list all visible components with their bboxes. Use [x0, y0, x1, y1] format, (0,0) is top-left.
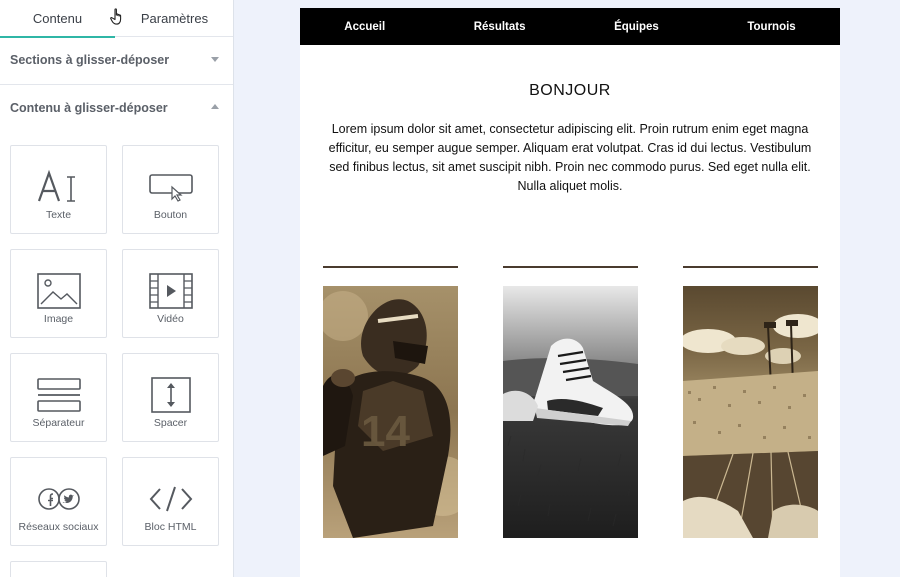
email-canvas: [300, 8, 840, 577]
block-button[interactable]: [122, 145, 219, 234]
section-label: Sections à glisser-déposer: [10, 53, 170, 67]
video-icon: [123, 272, 218, 310]
tab-contenu[interactable]: Contenu: [0, 0, 115, 37]
divider-icon: [11, 376, 106, 414]
column-rule: [683, 266, 818, 268]
block-label: Spacer: [153, 417, 188, 429]
image-column-2: [503, 266, 638, 538]
email-greeting: BONJOUR: [529, 82, 611, 99]
football-cleat-photo[interactable]: [503, 286, 638, 538]
block-spacer[interactable]: [122, 353, 219, 442]
column-rule: [323, 266, 458, 268]
block-video[interactable]: [122, 249, 219, 338]
block-label: Texte: [45, 209, 72, 221]
nav-link-resultats[interactable]: Résultats: [473, 20, 526, 33]
block-social[interactable]: [10, 457, 107, 546]
email-body-text: Lorem ipsum dolor sit amet, consectetur adipiscing elit. Proin rutrum enim eget magna efficitur, eu semper augue semper. Aliquam erat volutpat. Cras id dui lectus. Vestibulum sed finibus lectus, sit amet suscipit nibh. Proin nec commodo purus. Sed eget nulla elit. Nulla aliquet molis.: [328, 122, 812, 193]
editor-panel: [0, 0, 234, 577]
block-label: Réseaux sociaux: [18, 521, 99, 533]
block-label: Vidéo: [157, 313, 184, 325]
social-icon: [11, 480, 106, 518]
block-image[interactable]: [10, 249, 107, 338]
email-nav-bar: [300, 8, 840, 45]
nav-link-tournois[interactable]: Tournois: [747, 20, 796, 33]
caret-up-icon: [211, 104, 219, 109]
image-icon: [11, 272, 106, 310]
spacer-icon: [123, 376, 218, 414]
html-code-icon: [123, 480, 218, 518]
block-label: Séparateur: [32, 417, 85, 429]
panel-tabs: [0, 0, 233, 37]
block-label: Bloc HTML: [144, 521, 197, 533]
nav-link-accueil[interactable]: Accueil: [344, 20, 386, 33]
block-html[interactable]: [122, 457, 219, 546]
block-label: Image: [43, 313, 74, 325]
block-divider[interactable]: [10, 353, 107, 442]
column-rule: [503, 266, 638, 268]
image-column-3: [683, 266, 818, 538]
image-column-1: [323, 266, 458, 538]
block-text[interactable]: [10, 145, 107, 234]
hand-cursor-icon: [110, 8, 126, 26]
svg-text:14: 14: [361, 407, 410, 456]
caret-down-icon: [211, 57, 219, 62]
block-partial[interactable]: [10, 561, 107, 577]
nav-link-equipes[interactable]: Équipes: [614, 20, 659, 33]
stadium-crowd-photo[interactable]: [683, 286, 818, 538]
text-icon: [11, 168, 106, 206]
block-label: Bouton: [153, 209, 188, 221]
section-toggle-sections[interactable]: [0, 37, 233, 85]
football-player-photo[interactable]: [323, 286, 458, 538]
section-toggle-contenu[interactable]: [0, 85, 233, 133]
button-icon: [123, 168, 218, 206]
section-label: Contenu à glisser-déposer: [10, 101, 168, 115]
tab-parametres[interactable]: Paramètres: [140, 11, 209, 26]
